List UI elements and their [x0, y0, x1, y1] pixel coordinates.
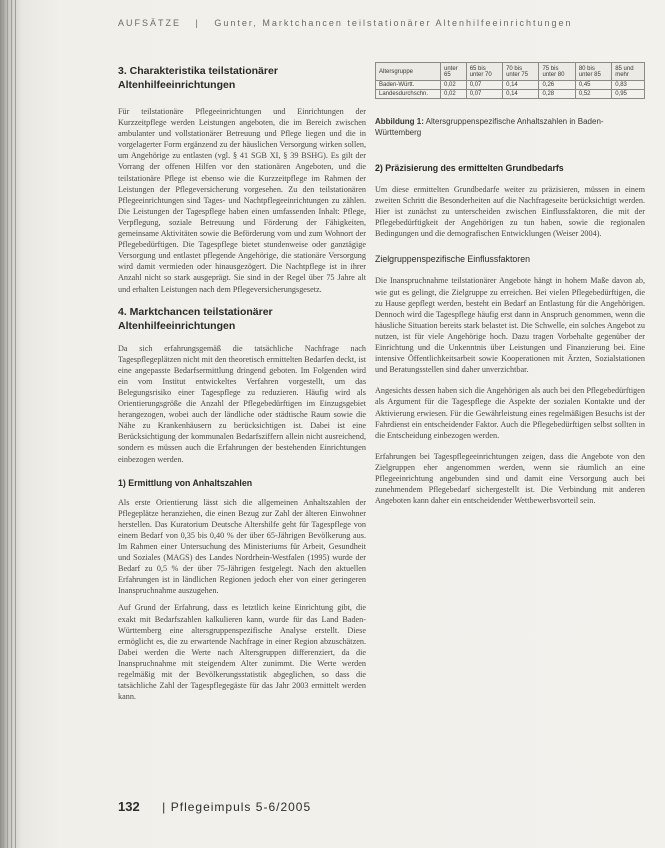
table-cell: 0,07	[466, 90, 502, 99]
running-head	[118, 18, 638, 28]
caption-label: Abbildung 1:	[375, 117, 424, 126]
heading-market: 4. Marktchancen teilstationärer Altenhilfeeinrichtungen	[118, 305, 273, 332]
table-cell: 0,83	[612, 81, 645, 90]
paragraph-zielgruppe-1: Die Inanspruchnahme teilstationärer Angebote hängt in hohem Maße davon ab, wie gut es gelingt, die Zielgruppe zu erreichen. Bei vielen Pflegebedürftigen, die zu Hause gepflegt werden, besteht ein Bedarf an Entlastung für die Angehörigen. Dennoch wird die Tagespflege häufig erst dann in Anspruch genommen, wenn die häusliche Situation bereits stark belastet ist. Die Schwelle, ein solches Angebot zu nutzen, ist für viele Angehörige hoch. Dazu tragen Vorbehalte gegenüber der Einrichtung und die Unkenntnis über Leistungen und Finanzierung bei. Eine intensive Öffentlichkeitsarbeit sowie Kooperationen mit Ärzten, Sozialstationen und Beratungsstellen sind daher unverzichtbar.	[375, 276, 645, 375]
caption-text: Altersgruppenspezifische Anhaltszahlen in Baden-Württemberg	[375, 117, 604, 137]
table-header-cell: 80 bis unter 85	[575, 63, 611, 81]
heading-characteristics: 3. Charakteristika teilstationärer Altenhilfeeinrichtungen	[118, 65, 278, 91]
right-column	[375, 162, 645, 506]
footer-separator: |	[162, 800, 167, 814]
table-row	[376, 90, 645, 99]
paragraph-market: Da sich erfahrungsgemäß die tatsächliche Nachfrage nach Tagespflegeplätzen nicht mit den theoretisch ermittelten Bedarfen deckt, ist eine angepasste Bedarfsermittlung dringend geboten. Im Folgenden wird ein vom Institut entwickeltes Verfahren vorgestellt, um das Belegungsrisiko einer Tagespflege zu reduzieren. Häufig wird als Orientierungsgröße die Anzahl der Pflegebedürftigen im Einzugsgebiet herangezogen, wobei auch der ländliche oder städtische Raum sowie die Nähe zu Krankenhäusern zu berücksichtigen ist. Dabei ist eine Berücksichtigung der kommunalen Bedarfsziffern allein nicht ausreichend, sondern es müssen auch die Erfahrungen der bestehenden Einrichtungen einbezogen werden.	[118, 343, 366, 464]
table-header-cell: 85 und mehr	[612, 63, 645, 81]
table-header-cell: 65 bis unter 70	[466, 63, 502, 81]
heading-zielgruppe: Zielgruppenspezifische Einflussfaktoren	[375, 254, 531, 265]
table-cell: 0,52	[575, 90, 611, 99]
page-footer	[118, 798, 311, 816]
page-edge	[7, 0, 8, 848]
page-edge	[3, 0, 4, 848]
table-header-row	[376, 63, 645, 81]
journal-name: Pflegeimpuls 5-6/2005	[170, 800, 312, 814]
page-edge	[11, 0, 12, 848]
table-cell: 0,45	[575, 81, 611, 90]
table-header-cell: 75 bis unter 80	[539, 63, 575, 81]
table-cell: 0,26	[539, 81, 575, 90]
paragraph-praezisierung: Um diese ermittelten Grundbedarfe weiter zu präzisieren, müssen in einem zweiten Schritt die Besonderheiten auf die Nachfrageseite berücksichtigt werden. Hier ist zunächst zu unterscheiden zwischen Einflussfaktoren, die mit der Pflegebedürftigkeit der Angehörigen zu tun haben, sowie die regionalen Bedingungen und die demografischen Entwicklungen (Weiser 2004).	[375, 185, 645, 239]
table-cell: 0,14	[503, 90, 539, 99]
paragraph-characteristics: Für teilstationäre Pflegeeinrichtungen und Einrichtungen der Kurzzeitpflege werden Leistungen angeboten, die im Bereich zwischen ambulanter und vollstationärer Betreuung und Pflege liegen und die in vorgelagerter Form ergänzend zu der häuslichen Versorgung wirken sollen, um Angehörige zu entlasten (vgl. § 41 SGB XI, § 39 BSHG). Es gilt der Vorrang der offenen Hilfen vor den stationären Angeboten, und die teilstationäre Pflege ist ebenso wie die Kurzzeitpflege im Rahmen der Leistungen der Pflegeversicherung vorgesehen. Zu den teilstationären Pflegeeinrichtungen sind Tages- und Nachtpflegeeinrichtungen zu zählen. Die Leistungen der Tagespflege haben einen umfassenden Inhalt: Pflege, Verpflegung, soziale Betreuung und Förderung der Fähigkeiten, gemeinsame Aktivitäten sowie die Beförderung vom und zum Wohnort der Pflegebedürftigen. Die Tagespflege bietet stundenweise oder ganztägige Versorgung und entlastet pflegende Angehörige, die stationäre Versorgung wird damit vermieden oder hinausgezögert. Die Nachtpflege ist in ihrer Anzahl nicht so stark ausgeprägt. Sie sind in der Regel über 75 Jahre alt und erhalten Leistungen nach dem Pflegeversicherungsgesetz.	[118, 107, 366, 294]
age-group-table	[375, 62, 645, 99]
table-header-cell: unter 65	[441, 63, 467, 81]
table-row	[376, 81, 645, 90]
heading-praezisierung: 2) Präzisierung des ermittelten Grundbedarfs	[375, 163, 564, 173]
table-cell: Landesdurchschn.	[376, 90, 441, 99]
table-cell: 0,28	[539, 90, 575, 99]
table-cell: Baden-Württ.	[376, 81, 441, 90]
page-edge	[15, 0, 16, 848]
paragraph-bedarf-2: Auf Grund der Erfahrung, dass es letztlich keine Einrichtung gibt, die exakt mit Bedarfszahlen kalkulieren kann, wurde für das Land Baden-Württemberg eine altersgruppenspezifische Analyse erstellt. Diese ermöglicht es, die zu erwartende Nachfrage in einer Region abzuschätzen. Dabei werden die Werte nach Altersgruppen differenziert, da die Inanspruchnahme mit steigendem Alter zunimmt. Die Werte werden regelmäßig mit der Bevölkerungsstatistik abgeglichen, so dass die tatsächliche Zahl der Tagespflegegäste für das Jahr 2003 ermittelt werden kann.	[118, 603, 366, 702]
paragraph-bedarf: Als erste Orientierung lässt sich die allgemeinen Anhaltszahlen der Pflegeplätze heranziehen, die einen Bezug zur Zahl der älteren Einwohner herstellen. Das Kuratorium Deutsche Altershilfe geht für Tagespflege von einem Bedarf von 0,35 bis 0,40 % der über 65-Jährigen Bevölkerung aus. Im Rahmen einer Untersuchung des Ministeriums für Arbeit, Gesundheit und Soziales (MAGS) des Landes Nordrhein-Westfalen (1995) wurde der Bedarf zu 0,5 % der über 75-Jährigen festgelegt. Nach den aktuellen Erfahrungen ist in ländlichen Regionen jedoch eher von einer geringeren Inanspruchnahme auszugehen.	[118, 497, 366, 596]
table-header-cell: 70 bis unter 75	[503, 63, 539, 81]
table-cell: 0,02	[441, 81, 467, 90]
paragraph-zielgruppe-3: Erfahrungen bei Tagespflegeeinrichtungen zeigen, dass die Angebote von den Zielgruppen eher angenommen werden, wenn sie räumlich an eine Pflegeeinrichtung angebunden sind und damit eine Versorgung auch bei zunehmendem Pflegebedarf sichergestellt ist. Die Verbindung mit anderen Angeboten kann daher ein entscheidender Wettbewerbsvorteil sein.	[375, 451, 645, 506]
table-cell: 0,14	[503, 81, 539, 90]
paragraph-zielgruppe-2: Angesichts dessen haben sich die Angehörigen als auch bei den Pflegebedürftigen als Argument für die Tagespflege die Aspekte der sozialen Kontakte und der Aktivierung erwiesen. Für die Gewährleistung eines regelmäßigen Besuchs ist der Fahrdienst ein entscheidender Faktor. Auch die Pflegebedürftigen selbst sollten in die Entscheidung einbezogen werden.	[375, 386, 645, 440]
table-cell: 0,95	[612, 90, 645, 99]
running-head-separator: |	[195, 18, 200, 28]
running-head-section: AUFSÄTZE	[118, 18, 182, 28]
running-head-title: Gunter, Marktchancen teilstationärer Altenhilfeeinrichtungen	[214, 18, 573, 28]
table-header-cell: Altersgruppe	[376, 63, 441, 81]
figure-caption	[375, 116, 645, 138]
page-number: 132	[118, 799, 140, 814]
table-cell: 0,07	[466, 81, 502, 90]
heading-bedarf: 1) Ermittlung von Anhaltszahlen	[118, 477, 253, 488]
left-column	[118, 64, 366, 702]
table-cell: 0,02	[441, 90, 467, 99]
